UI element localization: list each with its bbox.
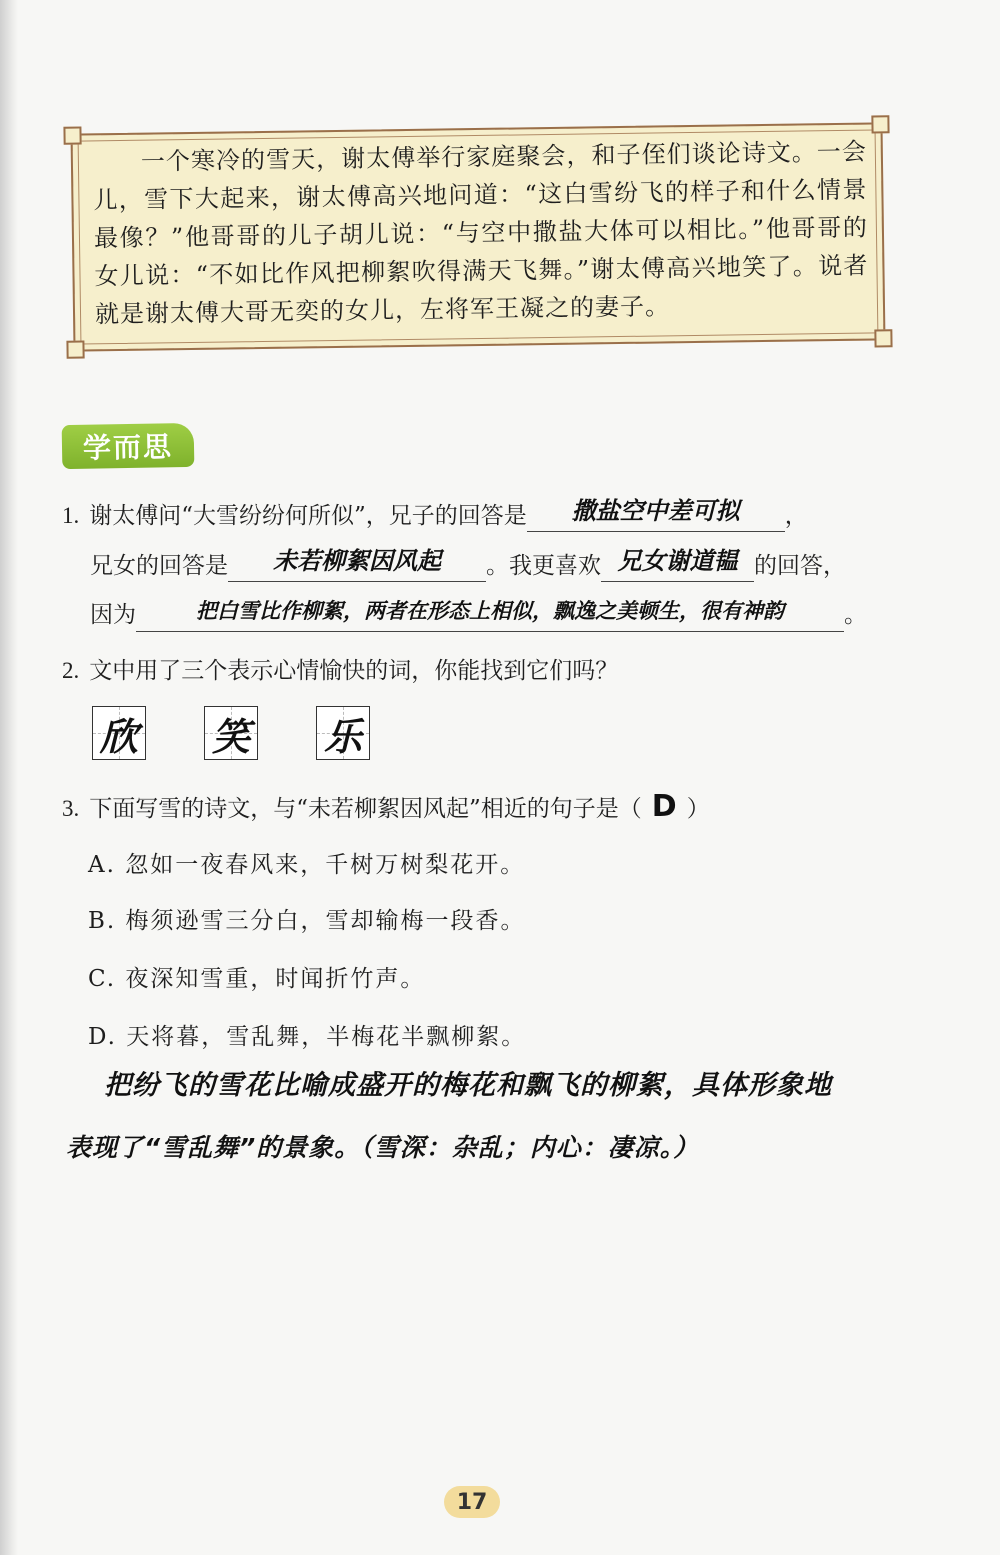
q1-line2 (90, 547, 900, 582)
q1-prompt5: 因为 (90, 602, 136, 628)
q1-line1 (62, 497, 902, 532)
corner-ornament (66, 341, 84, 359)
q3-suffix: ） (686, 796, 710, 822)
q3-prompt: 下面写雪的诗文，与“未若柳絮因风起”相近的句子是（ (89, 796, 642, 822)
q3-line (62, 789, 902, 824)
q3-number: 3. (62, 796, 80, 821)
page-edge (0, 0, 18, 1555)
q1-prompt2: 兄女的回答是 (90, 553, 228, 579)
page-number: 17 (444, 1486, 500, 1518)
corner-ornament (874, 329, 892, 347)
handwritten-note-line2: 表现了“雪乱舞”的景象。（雪深：杂乱；内心：凄凉。） (66, 1133, 700, 1162)
q2-line (62, 656, 902, 686)
q2-answer-1: 欣 (99, 714, 138, 759)
q1-punct2: 。 (844, 602, 867, 628)
q1-prompt3: 。我更喜欢 (486, 553, 601, 579)
story-box (71, 122, 886, 351)
q1-answer4-field[interactable] (136, 600, 844, 632)
option-a: A. 忽如一夜春风来，千树万树梨花开。 (88, 852, 526, 878)
story-text: 一个寒冷的雪天，谢太傅举行家庭聚会，和子侄们谈论诗文。一会儿，雪下大起来，谢太傅高兴地问道：“这白雪纷飞的样子和什么情景最像？”他哥哥的儿子胡儿说：“与空中撒盐大体可以相比。”他哥哥的女儿说：“不如比作风把柳絮吹得满天飞舞。”谢太傅高兴地笑了。说者就是谢太傅大哥无奕的女儿，左将军王凝之的妻子。 (93, 137, 869, 329)
corner-ornament (871, 115, 889, 133)
q1-answer3-field[interactable] (601, 547, 754, 582)
q1-answer2: 未若柳絮因风起 (273, 547, 441, 575)
option-b: B. 梅须逊雪三分白，雪却输梅一段香。 (88, 908, 526, 934)
q3-answer[interactable]: D (651, 789, 677, 824)
q1-answer2-field[interactable] (228, 547, 486, 582)
answer-box-1[interactable] (92, 706, 146, 760)
option-c: C. 夜深知雪重，时闻折竹声。 (88, 966, 426, 992)
q1-prompt: 谢太傅问“大雪纷纷何所似”，兄子的回答是 (89, 503, 527, 529)
q1-punct: ， (784, 503, 808, 529)
q1-line3 (90, 600, 900, 632)
q2-number: 2. (62, 658, 80, 683)
answer-box-2[interactable] (204, 706, 258, 760)
q2-answer-2: 笑 (211, 714, 250, 759)
corner-ornament (63, 127, 81, 145)
option-d: D. 天将暮，雪乱舞，半梅花半飘柳絮。 (88, 1024, 527, 1050)
q1-answer1: 撒盐空中差可拟 (571, 497, 740, 525)
q1-answer3: 兄女谢道韫 (617, 547, 738, 575)
q1-answer4: 把白雪比作柳絮，两者在形态上相似，飘逸之美顿生，很有神韵 (196, 599, 784, 623)
q1-prompt4: 的回答， (754, 553, 846, 579)
section-title: 学而思 (62, 423, 195, 469)
q2-prompt: 文中用了三个表示心情愉快的词，你能找到它们吗？ (89, 658, 619, 684)
handwritten-note-line1: 把纷飞的雪花比喻成盛开的梅花和飘飞的柳絮，具体形象地 (104, 1070, 832, 1101)
q1-answer1-field[interactable] (527, 497, 785, 532)
q1-number: 1. (62, 503, 80, 528)
q2-answer-3: 乐 (323, 714, 362, 759)
answer-box-3[interactable] (316, 706, 370, 760)
